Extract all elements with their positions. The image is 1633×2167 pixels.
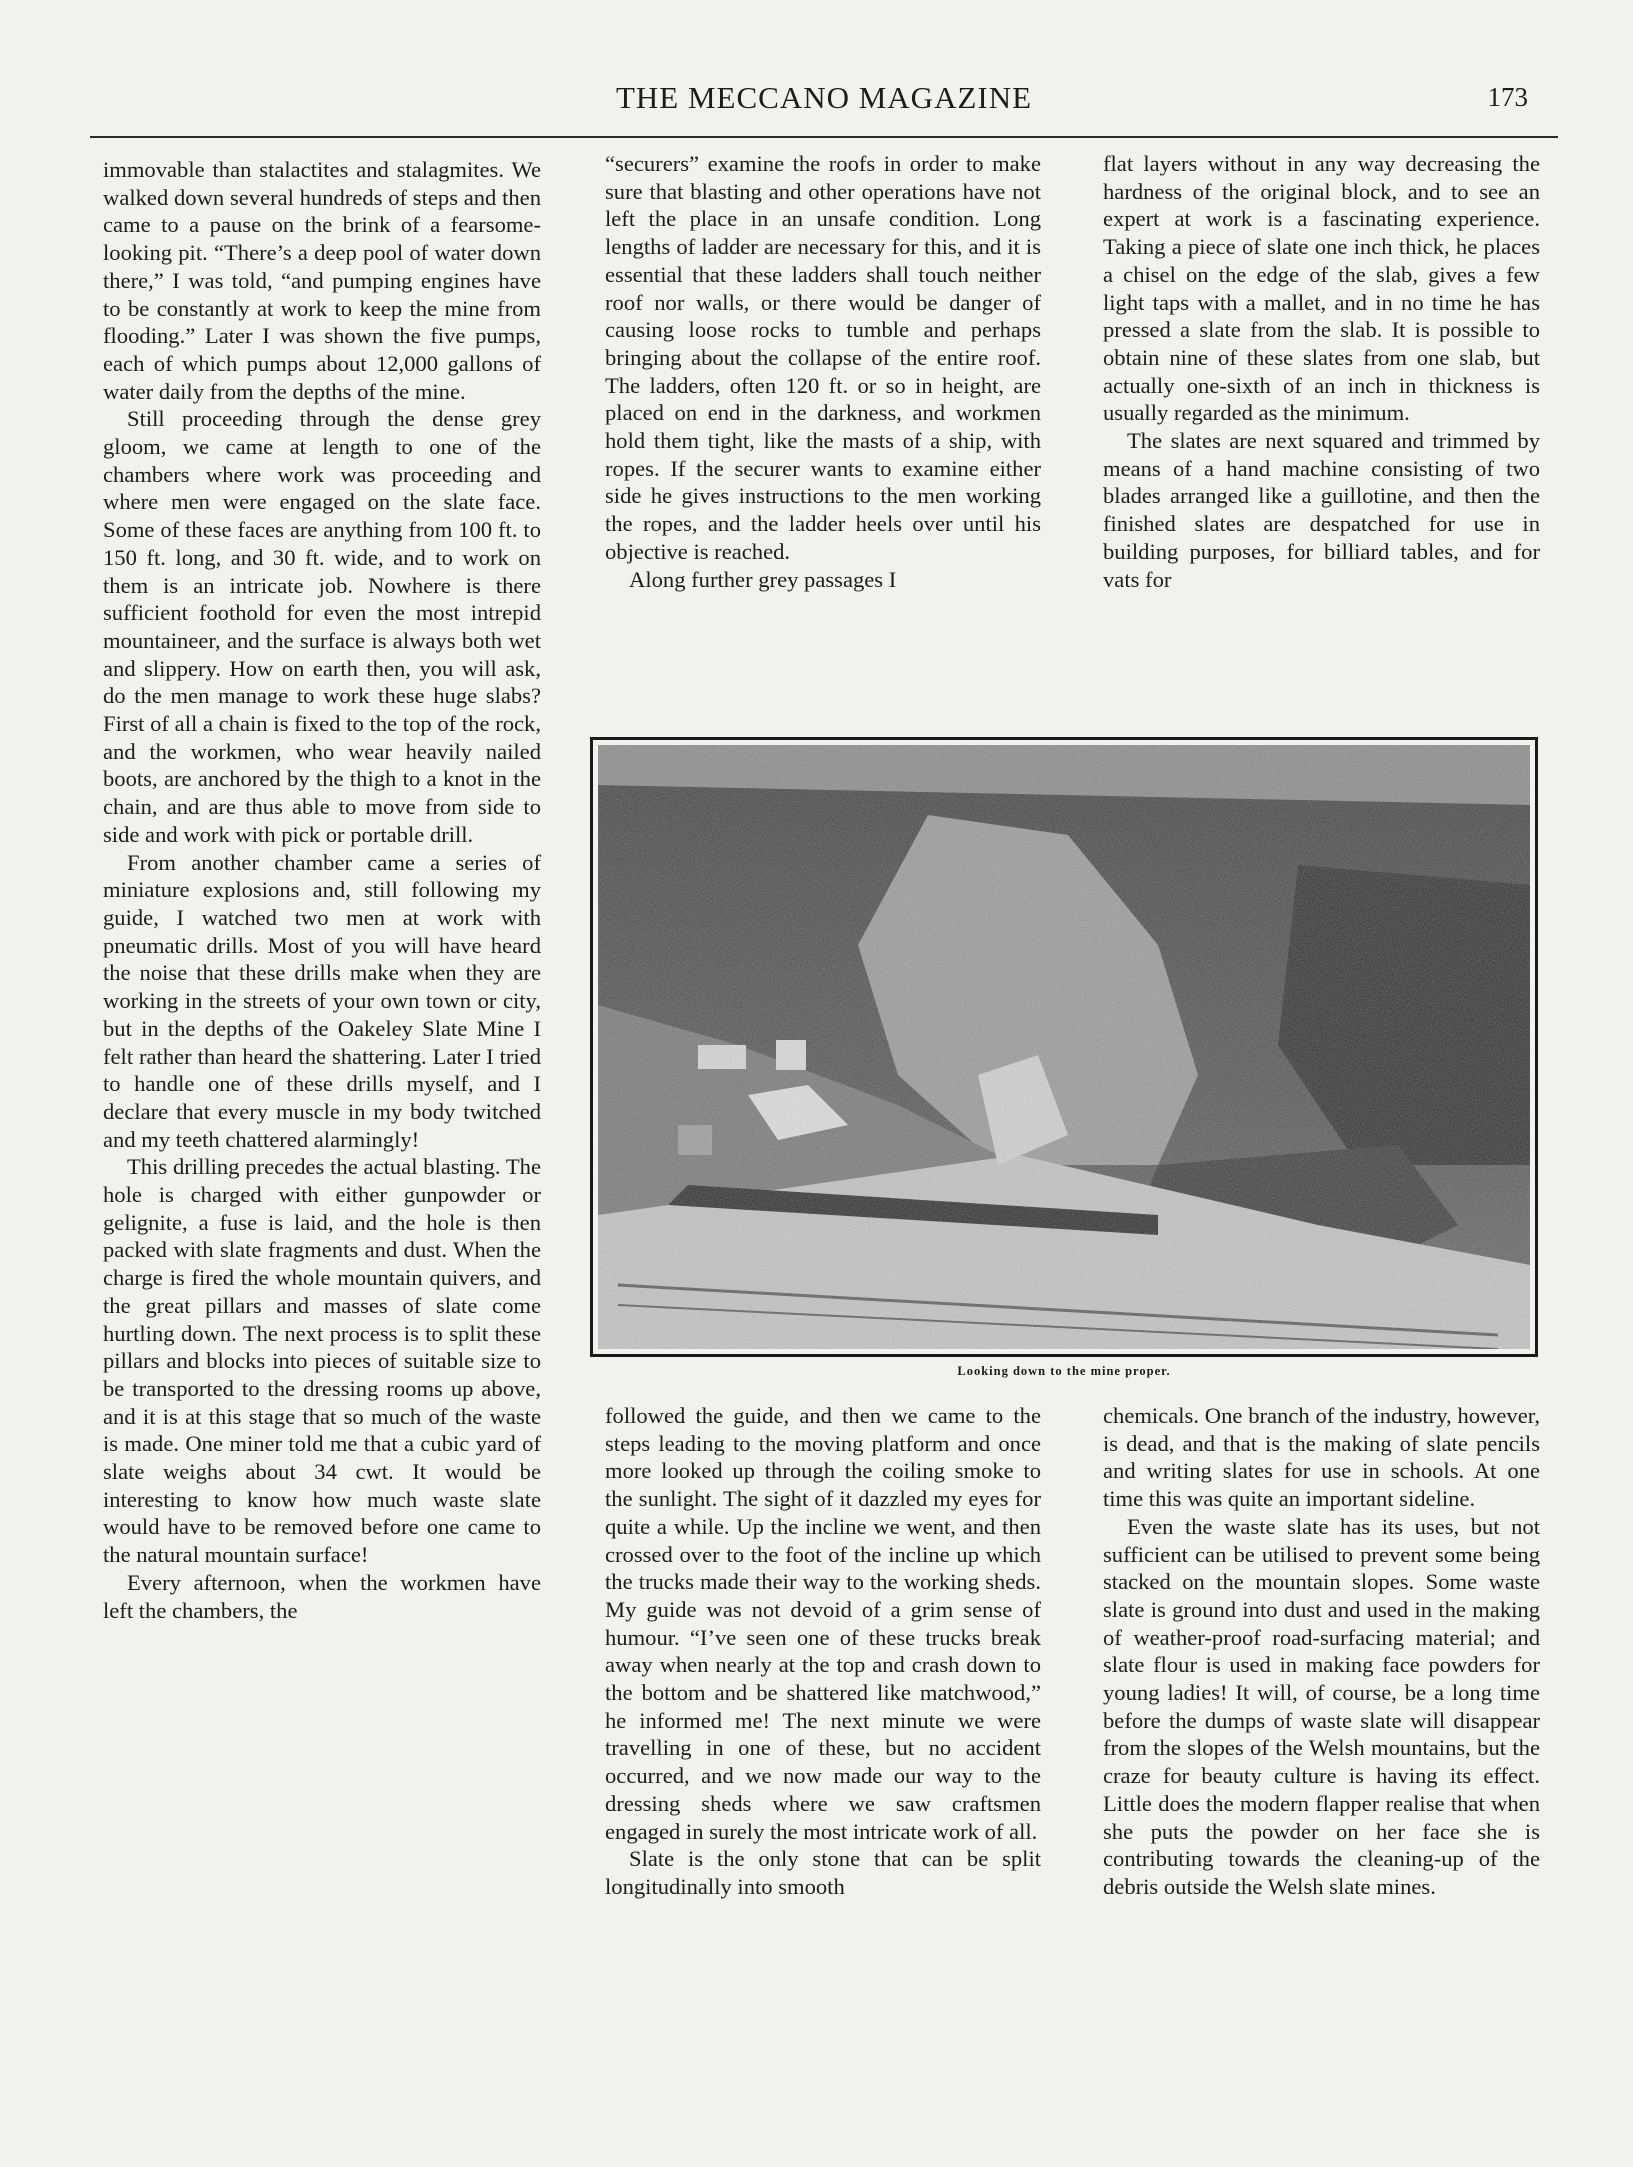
paragraph: chemicals. One branch of the industry, however, is dead, and that is the making of slate pencils and writing slates for use in schools. At one time this was quite an important sideline. bbox=[1103, 1403, 1540, 1512]
masthead: THE MECCANO MAGAZINE bbox=[615, 80, 1033, 115]
mine-photograph bbox=[590, 737, 1538, 1357]
paragraph: “securers” examine the roofs in order to make sure that blasting and other operations have not left the place in an unsafe condition. Long lengths of ladder are necessary for this, and it is essential that these ladders shall touch neither roof nor walls, or there would be danger of causing loose rocks to tumble and perhaps bringing about the collapse of the entire roof. The ladders, often 120 ft. or so in height, are placed on end in the darkness, and workmen hold them tight, like the masts of a ship, with ropes. If the securer wants to examine either side he gives instructions to the men working the ropes, and the ladder heels over until his objective is reached. bbox=[605, 151, 1041, 564]
mine-photo-image bbox=[598, 745, 1530, 1349]
paragraph: Still proceeding through the dense grey gloom, we came at length to one of the chambers where work was proceeding and where men were engaged on the slate face. Some of these faces are anything from 100 ft. to 150 ft. long, and 30 ft. wide, and to work on them is an intricate job. Nowhere is there sufficient foothold for even the most intrepid mountaineer, and the surface is always both wet and slippery. How on earth then, you will ask, do the men manage to work these huge slabs? First of all a chain is fixed to the top of the rock, and the workmen, who wear heavily nailed boots, are anchored by the thigh to a knot in the chain, and are thus able to move from side to side and work with pick or portable drill. bbox=[103, 406, 541, 847]
column-3-bottom bbox=[1103, 1402, 1540, 1901]
paragraph: flat layers without in any way decreasing the hardness of the original block, and to see an expert at work is a fascinating experience. Taking a piece of slate one inch thick, he places a chisel on the edge of the slab, gives a few light taps with a mallet, and in no time he has pressed a slate from the slab. It is possible to obtain nine of these slates from one slab, but actually one-sixth of an inch in thickness is usually regarded as the minimum. bbox=[1103, 151, 1540, 426]
photo-caption: Looking down to the mine proper. bbox=[957, 1364, 1171, 1378]
column-1 bbox=[103, 156, 541, 1624]
paragraph: This drilling precedes the actual blasting. The hole is charged with either gunpowder or gelignite, a fuse is laid, and the hole is then packed with slate fragments and dust. When the charge is fired the whole mountain quivers, and the great pillars and masses of slate come hurtling down. The next process is to split these pillars and blocks into pieces of suitable size to be transported to the dressing rooms up above, and it is at this stage that so much of the waste is made. One miner told me that a cubic yard of slate weighs about 34 cwt. It would be interesting to know how much waste slate would have to be removed before one came to the natural mountain surface! bbox=[103, 1154, 541, 1568]
paragraph: Even the waste slate has its uses, but not sufficient can be utilised to prevent some being stacked on the mountain slopes. Some waste slate is ground into dust and used in the making of weather-proof road-surfacing material; and slate flour is used in making face powders for young ladies! It will, of course, be a long time before the dumps of waste slate will disappear from the slopes of the Welsh mountains, but the craze for beauty culture is having its effect. Little does the modern flapper realise that when she puts the powder on her face she is contributing towards the cleaning-up of the debris outside the Welsh slate mines. bbox=[1103, 1513, 1540, 1899]
page-header bbox=[90, 76, 1558, 138]
paragraph: Every afternoon, when the workmen have left the chambers, the bbox=[103, 1569, 541, 1623]
paragraph: Along further grey passages I bbox=[629, 566, 897, 592]
page-number: 173 bbox=[1487, 82, 1528, 112]
paragraph: The slates are next squared and trimmed by means of a hand machine consisting of two blades arranged like a guillotine, and then the finished slates are despatched for use in building purposes, for billiard tables, and for vats for bbox=[1103, 428, 1540, 592]
column-2-bottom bbox=[605, 1402, 1041, 1901]
paragraph: From another chamber came a series of miniature explosions and, still following my guide, I watched two men at work with pneumatic drills. Most of you will have heard the noise that these drills make when they are working in the streets of your own town or city, but in the depths of the Oakeley Slate Mine I felt rather than heard the shattering. Later I tried to handle one of these drills myself, and I declare that every muscle in my body twitched and my teeth chattered alarmingly! bbox=[103, 849, 541, 1152]
column-3-top bbox=[1103, 150, 1540, 593]
column-2-top bbox=[605, 150, 1041, 593]
paragraph: followed the guide, and then we came to the steps leading to the moving platform and once more looked up through the coiling smoke to the sunlight. The sight of it dazzled my eyes for quite a while. Up the incline we went, and then crossed over to the foot of the incline up which the trucks made their way to the working sheds. My guide was not devoid of a grim sense of humour. “I’ve seen one of these trucks break away when nearly at the top and crash down to the bottom and be shattered like matchwood,” he informed me! The next minute we were travelling in one of these, but no accident occurred, and we now made our way to the dressing sheds where we saw craftsmen engaged in surely the most intricate work of all. bbox=[605, 1403, 1041, 1844]
paragraph: immovable than stalactites and stalagmites. We walked down several hundreds of steps and then came to a pause on the brink of a fearsome-looking pit. “There’s a deep pool of water down there,” I was told, “and pumping engines have to be constantly at work to keep the mine from flooding.” Later I was shown the five pumps, each of which pumps about 12,000 gallons of water daily from the depths of the mine. bbox=[103, 157, 541, 404]
paragraph: Slate is the only stone that can be split longitudinally into smooth bbox=[605, 1846, 1041, 1899]
